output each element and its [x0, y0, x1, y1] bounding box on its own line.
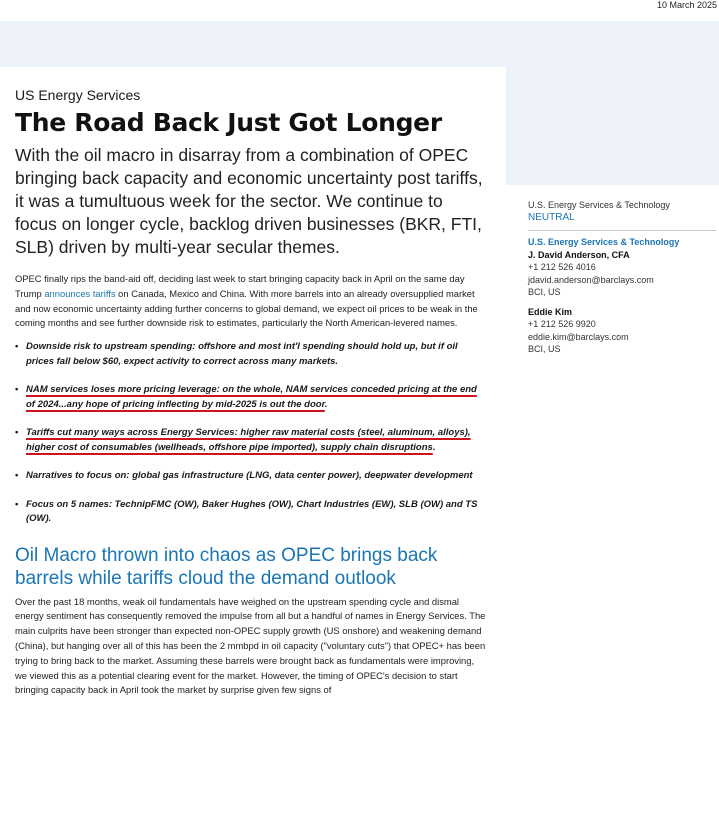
bullet-tail: .	[324, 398, 328, 410]
bullet-dot: •	[15, 427, 19, 439]
key-points-list	[15, 340, 487, 527]
bullet-item	[15, 426, 487, 455]
analyst-name: Eddie Kim	[528, 306, 573, 317]
sector-name: U.S. Energy Services & Technology	[528, 200, 670, 210]
intro-paragraph	[15, 272, 487, 331]
analyst-phone: +1 212 526 4016	[528, 262, 596, 272]
analyst-name: J. David Anderson, CFA	[528, 249, 630, 260]
analyst-spacer	[528, 299, 716, 306]
bullet-tail: .	[432, 441, 436, 453]
intro-text-start: OPEC finally rips the band-aid off, deciding last week to start bringing capacity back in April on the same day Trump	[15, 273, 465, 299]
bullet-item	[15, 340, 487, 369]
section-paragraph: Over the past 18 months, weak oil fundamentals have weighed on the upstream spending cycle and dismal energy sentiment has consequently removed the impulse from all but a handful of names in Energy Services. The main culprits have been stronger than expected non-OPEC supply growth (US onshore) and weakening demand (China), but hanging over all of this has been the 2 mmbpd in oil capacity ("voluntary cuts") that OPEC+ has been trying to bring back to the market. Assuming these barrels were brought back as fundamentals were improving, we viewed this as a potential clearing event for the market. However, the timing of OPEC's decision to start bringing capacity back in April took the market by surprise given few signs of	[15, 595, 486, 696]
main-inner	[15, 87, 487, 698]
analyst-entity: BCI, US	[528, 344, 561, 354]
team-name: U.S. Energy Services & Technology	[528, 237, 680, 247]
analyst-entity: BCI, US	[528, 287, 561, 297]
analyst-email[interactable]: jdavid.anderson@barclays.com	[528, 274, 654, 285]
report-category: US Energy Services	[15, 87, 141, 103]
bullet-item	[15, 469, 487, 484]
section-heading: Oil Macro thrown into chaos as OPEC brings back barrels while tariffs cloud the demand outlook	[15, 544, 438, 589]
sidebar-divider	[528, 230, 716, 231]
tariffs-link[interactable]: announces tariffs	[44, 287, 116, 299]
report-title: The Road Back Just Got Longer	[15, 108, 442, 137]
bullet-text: Narratives to focus on: global gas infrastructure (LNG, data center power), deepwater development	[26, 470, 473, 482]
analyst-sidebar	[528, 199, 716, 356]
bullet-item	[15, 498, 487, 527]
report-date: 10 March 2025	[656, 0, 717, 10]
bullet-dot: •	[15, 470, 19, 482]
bullet-text: Focus on 5 names: TechnipFMC (OW), Baker Hughes (OW), Chart Industries (EW), SLB (OW) and TS (OW).	[26, 498, 478, 525]
bullet-underlined-text: Tariffs cut many ways across Energy Services: higher raw material costs (steel, aluminum, alloys), higher cost of consumables (wellheads, offshore pipe imported), supply chain disruptions	[26, 427, 471, 453]
main-content	[0, 67, 506, 838]
bullet-dot: •	[15, 384, 19, 396]
bullet-underlined-text: NAM services loses more pricing leverage: on the whole, NAM services conceded pricing at the end of 2024...any hope of pricing inflecting by mid-2025 is out the door	[26, 384, 477, 410]
bullet-item	[15, 383, 487, 412]
bullet-dot: •	[15, 498, 19, 510]
analyst-email[interactable]: eddie.kim@barclays.com	[528, 331, 629, 342]
sector-rating: NEUTRAL	[528, 211, 575, 223]
analyst-phone: +1 212 526 9920	[528, 319, 596, 329]
bullet-dot: •	[15, 341, 19, 353]
intro-text-end: on Canada, Mexico and China. With more barrels into an already oversupplied market and now economic uncertainty adding further concerns to global demand, we expect oil prices to be weak in the coming months and see further downside risk to estimates, particularly the North American-levered names.	[15, 287, 478, 329]
report-summary: With the oil macro in disarray from a combination of OPEC bringing back capacity and economic uncertainty post tariffs, it was a tumultuous week for the sector. We continue to focus on longer cycle, backlog driven businesses (BKR, FTI, SLB) driven by multi-year secular themes.	[15, 145, 483, 257]
bullet-text: Downside risk to upstream spending: offshore and most int'l spending should hold up, but if oil prices fall below $60, expect activity to correct across many markets.	[26, 341, 458, 367]
